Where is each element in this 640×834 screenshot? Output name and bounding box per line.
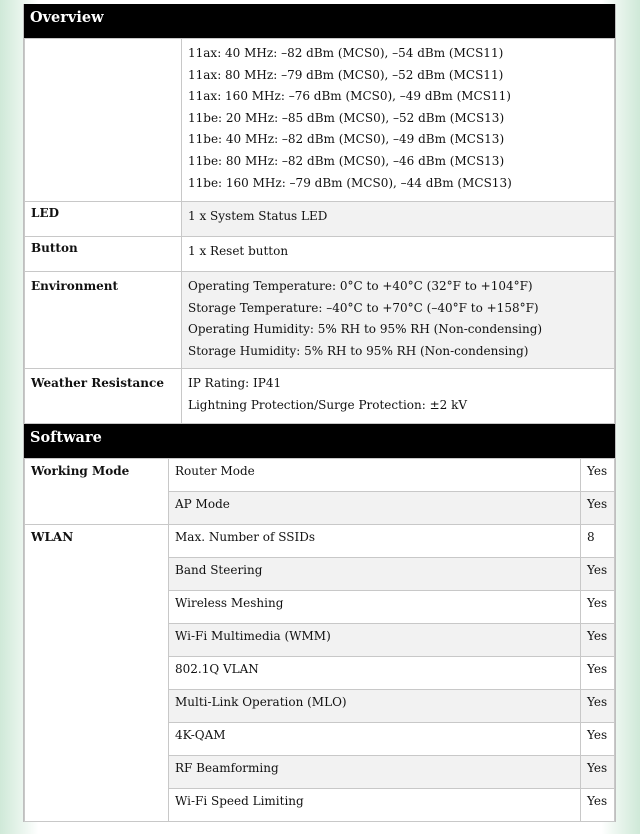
feature-value: Yes bbox=[581, 656, 615, 689]
feature-name: Wireless Meshing bbox=[169, 590, 581, 623]
weather-values bbox=[182, 369, 615, 423]
spec-line: 11be: 20 MHz: –85 dBm (MCS0), –52 dBm (MCS13) bbox=[188, 110, 505, 125]
spec-line: 11be: 160 MHz: –79 dBm (MCS0), –44 dBm (MCS13) bbox=[188, 175, 512, 190]
weather-row bbox=[25, 369, 615, 423]
spec-line: 11ax: 80 MHz: –79 dBm (MCS0), –52 dBm (MCS11) bbox=[188, 67, 504, 82]
sensitivity-row bbox=[25, 39, 615, 202]
spec-line: 11ax: 160 MHz: –76 dBm (MCS0), –49 dBm (MCS11) bbox=[188, 89, 511, 104]
feature-value: Yes bbox=[581, 458, 615, 491]
feature-value: Yes bbox=[581, 557, 615, 590]
feature-value: Yes bbox=[581, 755, 615, 788]
working-mode-row bbox=[25, 458, 615, 491]
spec-line: 11be: 40 MHz: –82 dBm (MCS0), –49 dBm (MCS13) bbox=[188, 132, 505, 147]
software-header: Software bbox=[24, 424, 615, 458]
feature-value: Yes bbox=[581, 689, 615, 722]
spec-line: Storage Temperature: –40°C to +70°C (–40°F to +158°F) bbox=[188, 300, 539, 315]
spec-line: Operating Humidity: 5% RH to 95% RH (Non-condensing) bbox=[188, 322, 543, 337]
spec-line: IP Rating: IP41 bbox=[188, 376, 282, 391]
feature-value: Yes bbox=[581, 491, 615, 524]
feature-name: Multi-Link Operation (MLO) bbox=[169, 689, 581, 722]
feature-value: Yes bbox=[581, 623, 615, 656]
spec-line: 11ax: 40 MHz: –82 dBm (MCS0), –54 dBm (MCS11) bbox=[188, 46, 504, 60]
button-label: Button bbox=[25, 237, 182, 272]
spec-line: Operating Temperature: 0°C to +40°C (32°F to +104°F) bbox=[188, 279, 533, 293]
led-row bbox=[25, 202, 615, 237]
environment-label bbox=[25, 272, 182, 369]
weather-label-text: Weather Resistance bbox=[31, 376, 164, 391]
led-value bbox=[182, 202, 615, 237]
feature-name: Wi-Fi Multimedia (WMM) bbox=[169, 623, 581, 656]
environment-row bbox=[25, 272, 615, 369]
feature-name: 4K-QAM bbox=[169, 722, 581, 755]
spec-line: 1 x System Status LED bbox=[188, 209, 328, 223]
feature-name: Wi-Fi Speed Limiting bbox=[169, 788, 581, 821]
overview-header: Overview bbox=[24, 4, 615, 38]
button-value bbox=[182, 237, 615, 272]
overview-table bbox=[24, 38, 615, 424]
spec-line: 1 x Reset button bbox=[188, 244, 289, 258]
feature-name: Band Steering bbox=[169, 557, 581, 590]
feature-value: Yes bbox=[581, 722, 615, 755]
led-label: LED bbox=[25, 202, 182, 237]
feature-value: 8 bbox=[581, 524, 615, 557]
working-mode-label: Working Mode bbox=[25, 458, 169, 524]
environment-values bbox=[182, 272, 615, 369]
feature-name: Max. Number of SSIDs bbox=[169, 524, 581, 557]
feature-name: AP Mode bbox=[169, 491, 581, 524]
software-table bbox=[24, 458, 615, 822]
button-row bbox=[25, 237, 615, 272]
spec-line: Storage Humidity: 5% RH to 95% RH (Non-condensing) bbox=[188, 343, 529, 358]
environment-label-text: Environment bbox=[31, 279, 119, 293]
feature-value: Yes bbox=[581, 590, 615, 623]
spec-sheet bbox=[23, 4, 616, 822]
wlan-row bbox=[25, 524, 615, 557]
feature-value: Yes bbox=[581, 788, 615, 821]
sensitivity-values bbox=[182, 39, 615, 202]
feature-name: 802.1Q VLAN bbox=[169, 656, 581, 689]
sensitivity-label-cell bbox=[25, 39, 182, 202]
spec-line: 11be: 80 MHz: –82 dBm (MCS0), –46 dBm (MCS13) bbox=[188, 153, 505, 168]
wlan-label: WLAN bbox=[25, 524, 169, 821]
weather-label bbox=[25, 369, 182, 423]
feature-name: Router Mode bbox=[169, 458, 581, 491]
spec-line: Lightning Protection/Surge Protection: ±2 kV bbox=[188, 397, 468, 412]
feature-name: RF Beamforming bbox=[169, 755, 581, 788]
